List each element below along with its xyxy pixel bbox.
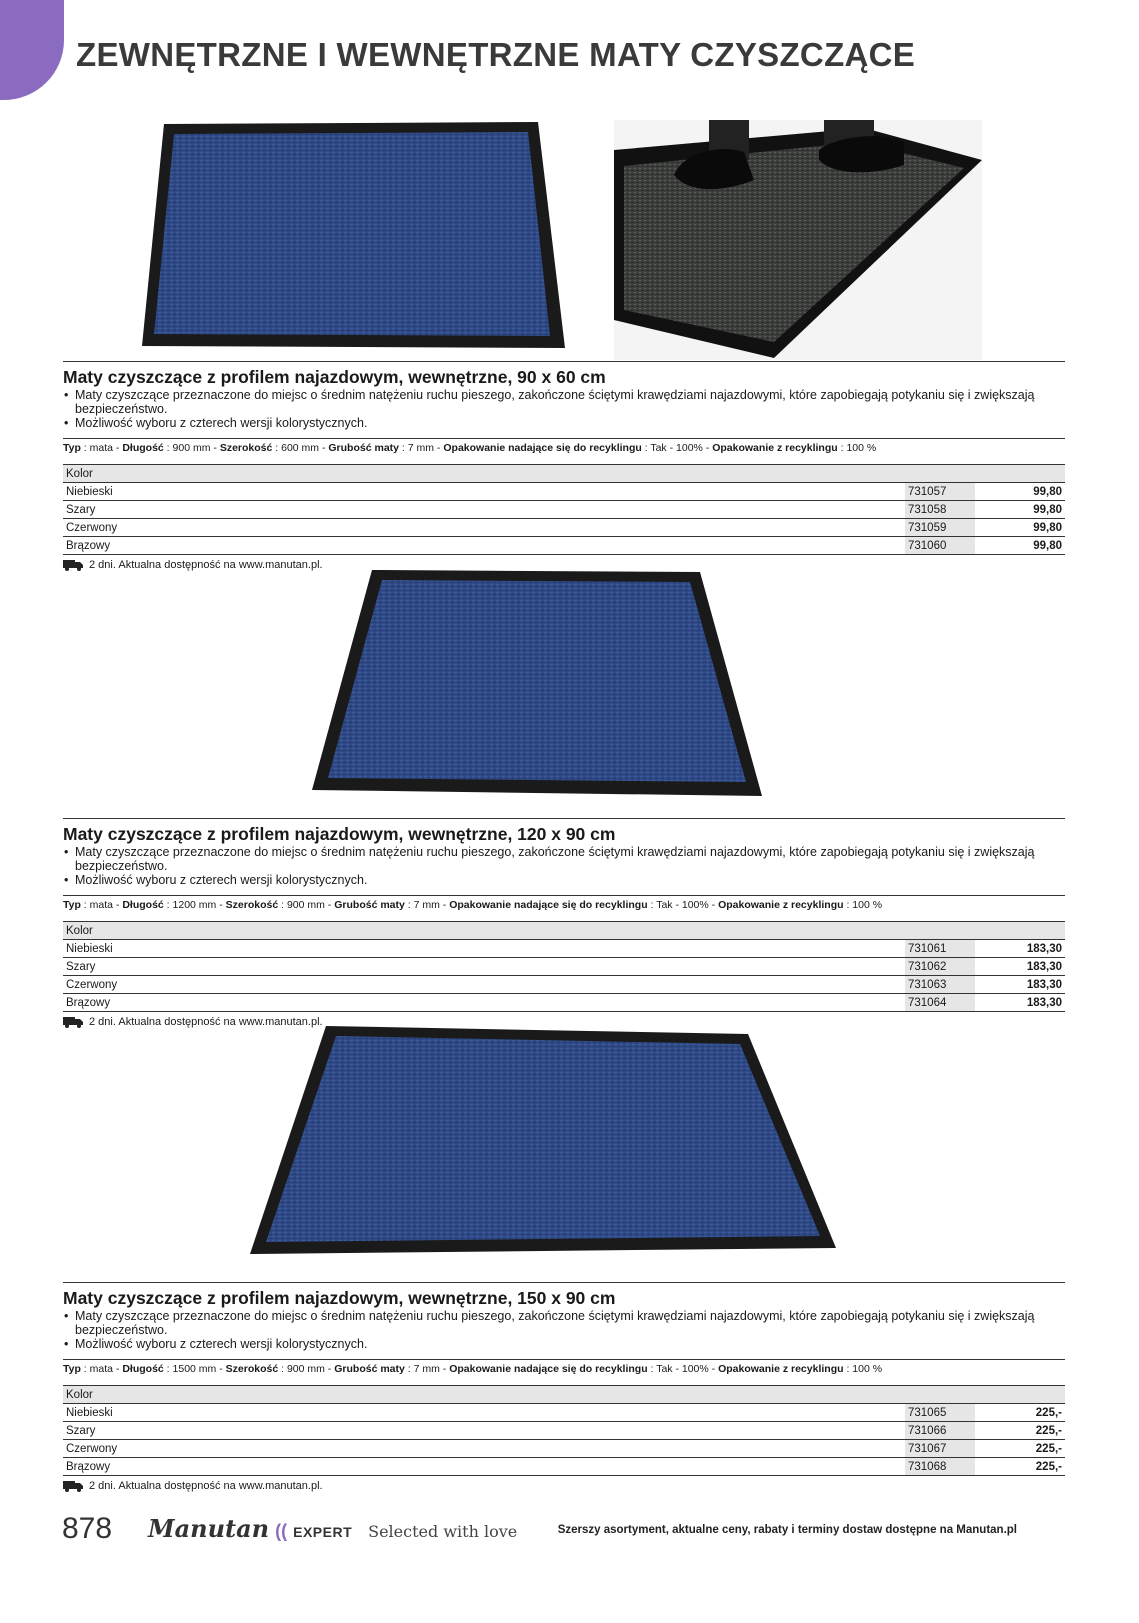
table-header-color: Kolor xyxy=(63,465,1065,483)
table-row: Niebieski 731065 225,- xyxy=(63,1404,1065,1422)
product-block-120x90 xyxy=(63,818,1065,1030)
product-title: Maty czyszczące z profilem najazdowym, wewnętrzne, 150 x 90 cm xyxy=(63,1288,616,1308)
product-image-mat-blue-120x90 xyxy=(310,568,765,803)
product-features xyxy=(63,388,1065,430)
product-image-mat-grey-in-use xyxy=(614,120,982,360)
feature-item: • Możliwość wyboru z czterech wersji kolorystycznych. xyxy=(63,873,1065,887)
table-row: Brązowy 731068 225,- xyxy=(63,1458,1065,1476)
wave-icon: (( xyxy=(275,1521,288,1541)
feature-item: • Maty czyszczące przeznaczone do miejsc o średnim natężeniu ruchu pieszego, zakończone ściętymi krawędziami najazdowymi, które zapobiegają potykaniu się i zwiększają bezpieczeństwo. xyxy=(63,1309,1065,1337)
brand-tagline: Selected with love xyxy=(368,1522,518,1541)
footer-note xyxy=(558,1524,1017,1536)
delivery-text: 2 dni. Aktualna dostępność na www.manutan.pl. xyxy=(89,1480,323,1492)
table-header-color: Kolor xyxy=(63,1386,1065,1404)
delivery-text: 2 dni. Aktualna dostępność na www.manutan.pl. xyxy=(89,559,323,571)
table-row: Niebieski 731057 99,80 xyxy=(63,483,1065,501)
brand-name: Manutan xyxy=(148,1514,270,1543)
table-row: Czerwony 731067 225,- xyxy=(63,1440,1065,1458)
table-row: Czerwony 731063 183,30 xyxy=(63,976,1065,994)
delivery-info xyxy=(63,1478,1065,1494)
table-row: Szary 731062 183,30 xyxy=(63,958,1065,976)
product-specs: Typ : mata - Długość : 900 mm - Szerokość : 600 mm - Grubość maty : 7 mm - Opakowanie nadające się do recyklingu : Tak - 100% - Opakowanie z recyklingu : 100 % xyxy=(63,438,1065,460)
product-block-90x60 xyxy=(63,361,1065,573)
truck-icon xyxy=(63,1017,83,1028)
table-row: Brązowy 731060 99,80 xyxy=(63,537,1065,555)
table-row: Niebieski 731061 183,30 xyxy=(63,940,1065,958)
product-image-mat-blue-150x90 xyxy=(248,1024,838,1259)
brand-expert: EXPERT xyxy=(293,1524,353,1540)
truck-icon xyxy=(63,560,83,571)
page-title: ZEWNĘTRZNE I WEWNĘTRZNE MATY CZYSZCZĄCE xyxy=(76,36,916,73)
feature-item: • Możliwość wyboru z czterech wersji kolorystycznych. xyxy=(63,1337,1065,1351)
product-image-mat-blue-90x60 xyxy=(140,120,585,352)
table-header-color: Kolor xyxy=(63,922,1065,940)
product-block-150x90 xyxy=(63,1282,1065,1494)
truck-icon xyxy=(63,1481,83,1492)
product-features xyxy=(63,1309,1065,1351)
table-row: Czerwony 731059 99,80 xyxy=(63,519,1065,537)
footer-site-link[interactable]: Manutan.pl xyxy=(956,1524,1017,1536)
footer-note-text: Szerszy asortyment, aktualne ceny, rabaty i terminy dostaw dostępne na xyxy=(557,1524,957,1536)
feature-item: • Maty czyszczące przeznaczone do miejsc o średnim natężeniu ruchu pieszego, zakończone ściętymi krawędziami najazdowymi, które zapobiegają potykaniu się i zwiększają bezpieczeństwo. xyxy=(63,845,1065,873)
page-number: 878 xyxy=(62,1512,113,1545)
feature-item: • Możliwość wyboru z czterech wersji kolorystycznych. xyxy=(63,416,1065,430)
product-specs: Typ : mata - Długość : 1200 mm - Szerokość : 900 mm - Grubość maty : 7 mm - Opakowanie nadające się do recyklingu : Tak - 100% - Opakowanie z recyklingu : 100 % xyxy=(63,895,1065,917)
variant-table xyxy=(63,1385,1065,1476)
brand-logo xyxy=(148,1514,517,1543)
feature-item: • Maty czyszczące przeznaczone do miejsc o średnim natężeniu ruchu pieszego, zakończone ściętymi krawędziami najazdowymi, które zapobiegają potykaniu się i zwiększają bezpieczeństwo. xyxy=(63,388,1065,416)
product-specs: Typ : mata - Długość : 1500 mm - Szerokość : 900 mm - Grubość maty : 7 mm - Opakowanie nadające się do recyklingu : Tak - 100% - Opakowanie z recyklingu : 100 % xyxy=(63,1359,1065,1381)
variant-table xyxy=(63,921,1065,1012)
table-row: Szary 731066 225,- xyxy=(63,1422,1065,1440)
product-title: Maty czyszczące z profilem najazdowym, wewnętrzne, 90 x 60 cm xyxy=(63,367,606,387)
variant-table xyxy=(63,464,1065,555)
product-features xyxy=(63,845,1065,887)
table-row: Szary 731058 99,80 xyxy=(63,501,1065,519)
corner-accent xyxy=(0,0,64,100)
delivery-text: 2 dni. Aktualna dostępność na www.manutan.pl. xyxy=(89,1016,323,1028)
product-title: Maty czyszczące z profilem najazdowym, wewnętrzne, 120 x 90 cm xyxy=(63,824,616,844)
table-row: Brązowy 731064 183,30 xyxy=(63,994,1065,1012)
